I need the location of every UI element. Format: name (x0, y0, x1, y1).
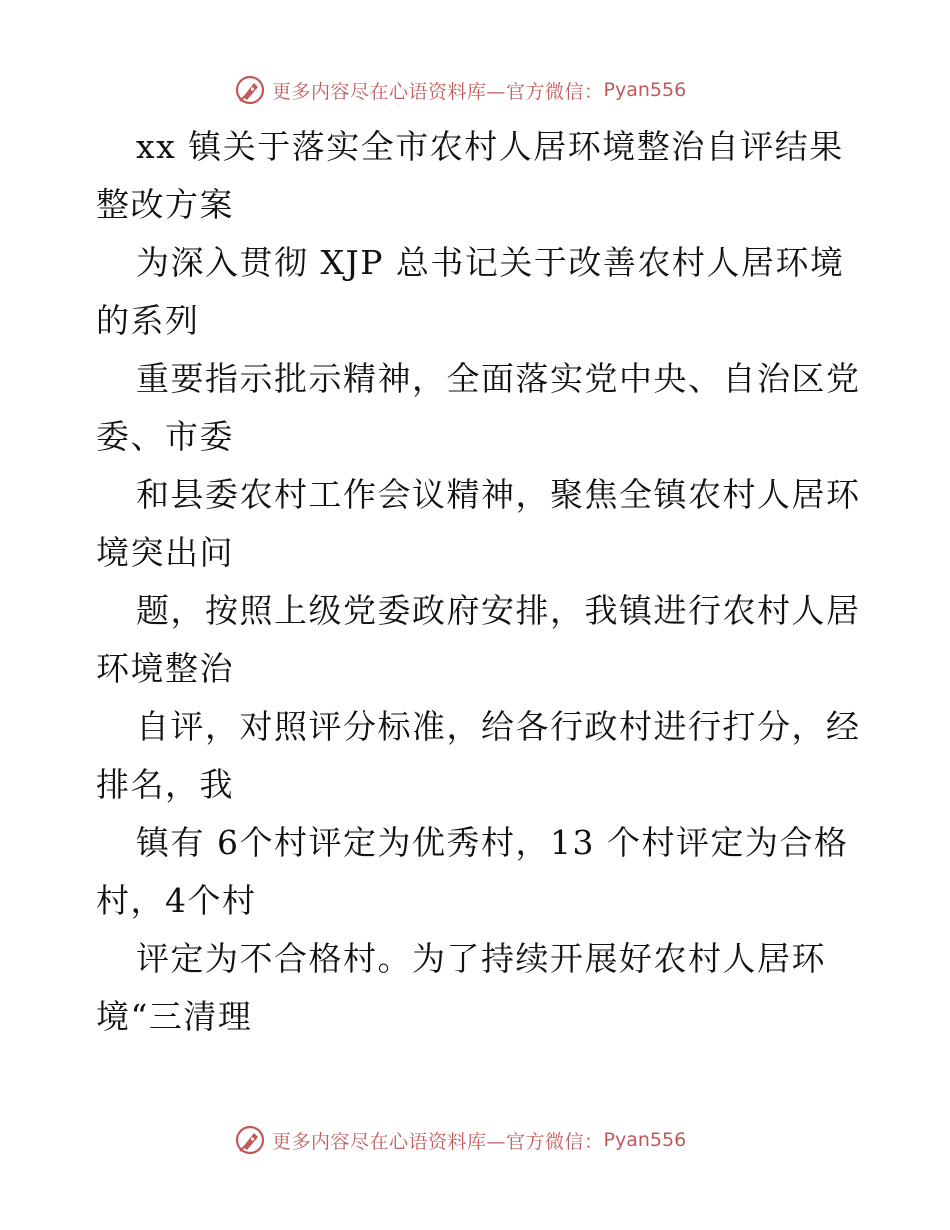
watermark-account: Pyan556 (603, 79, 687, 101)
paragraph-line: 村，4个村 (96, 881, 257, 920)
paragraph-line: 的系列 (96, 301, 200, 340)
pen-nib-logo-icon (234, 74, 266, 106)
paragraph-line: 排名，我 (96, 765, 234, 804)
paragraph-line: 为深入贯彻 XJP 总书记关于改善农村人居环境 (136, 243, 845, 282)
paragraph-line: 自评，对照评分标准，给各行政村进行打分，经 (136, 707, 861, 746)
watermark-text: 更多内容尽在心语资料库—官方微信： (272, 80, 604, 103)
paragraph-line: 境突出问 (96, 533, 234, 572)
paragraph-line: 和县委农村工作会议精神，聚焦全镇农村人居环 (136, 475, 861, 514)
watermark-text: 更多内容尽在心语资料库—官方微信： (272, 1130, 604, 1153)
paragraph-line: 境“三清理 (96, 997, 253, 1036)
paragraph-line: 环境整治 (96, 649, 234, 688)
title-line-2: 整改方案 (96, 185, 234, 224)
paragraph-line: 重要指示批示精神，全面落实党中央、自治区党 (136, 359, 861, 398)
watermark-account: Pyan556 (603, 1129, 687, 1151)
pen-nib-logo-icon (234, 1124, 266, 1156)
paragraph-line: 评定为不合格村。为了持续开展好农村人居环 (136, 939, 826, 978)
paragraph-line: 镇有 6个村评定为优秀村，13 个村评定为合格 (136, 823, 849, 862)
header-watermark (234, 72, 686, 108)
footer-watermark (234, 1122, 686, 1158)
paragraph-line: 题，按照上级党委政府安排，我镇进行农村人居 (136, 591, 861, 630)
title-line-1: xx 镇关于落实全市农村人居环境整治自评结果 (136, 127, 844, 166)
document-body (96, 118, 861, 1046)
paragraph-line: 委、市委 (96, 417, 234, 456)
